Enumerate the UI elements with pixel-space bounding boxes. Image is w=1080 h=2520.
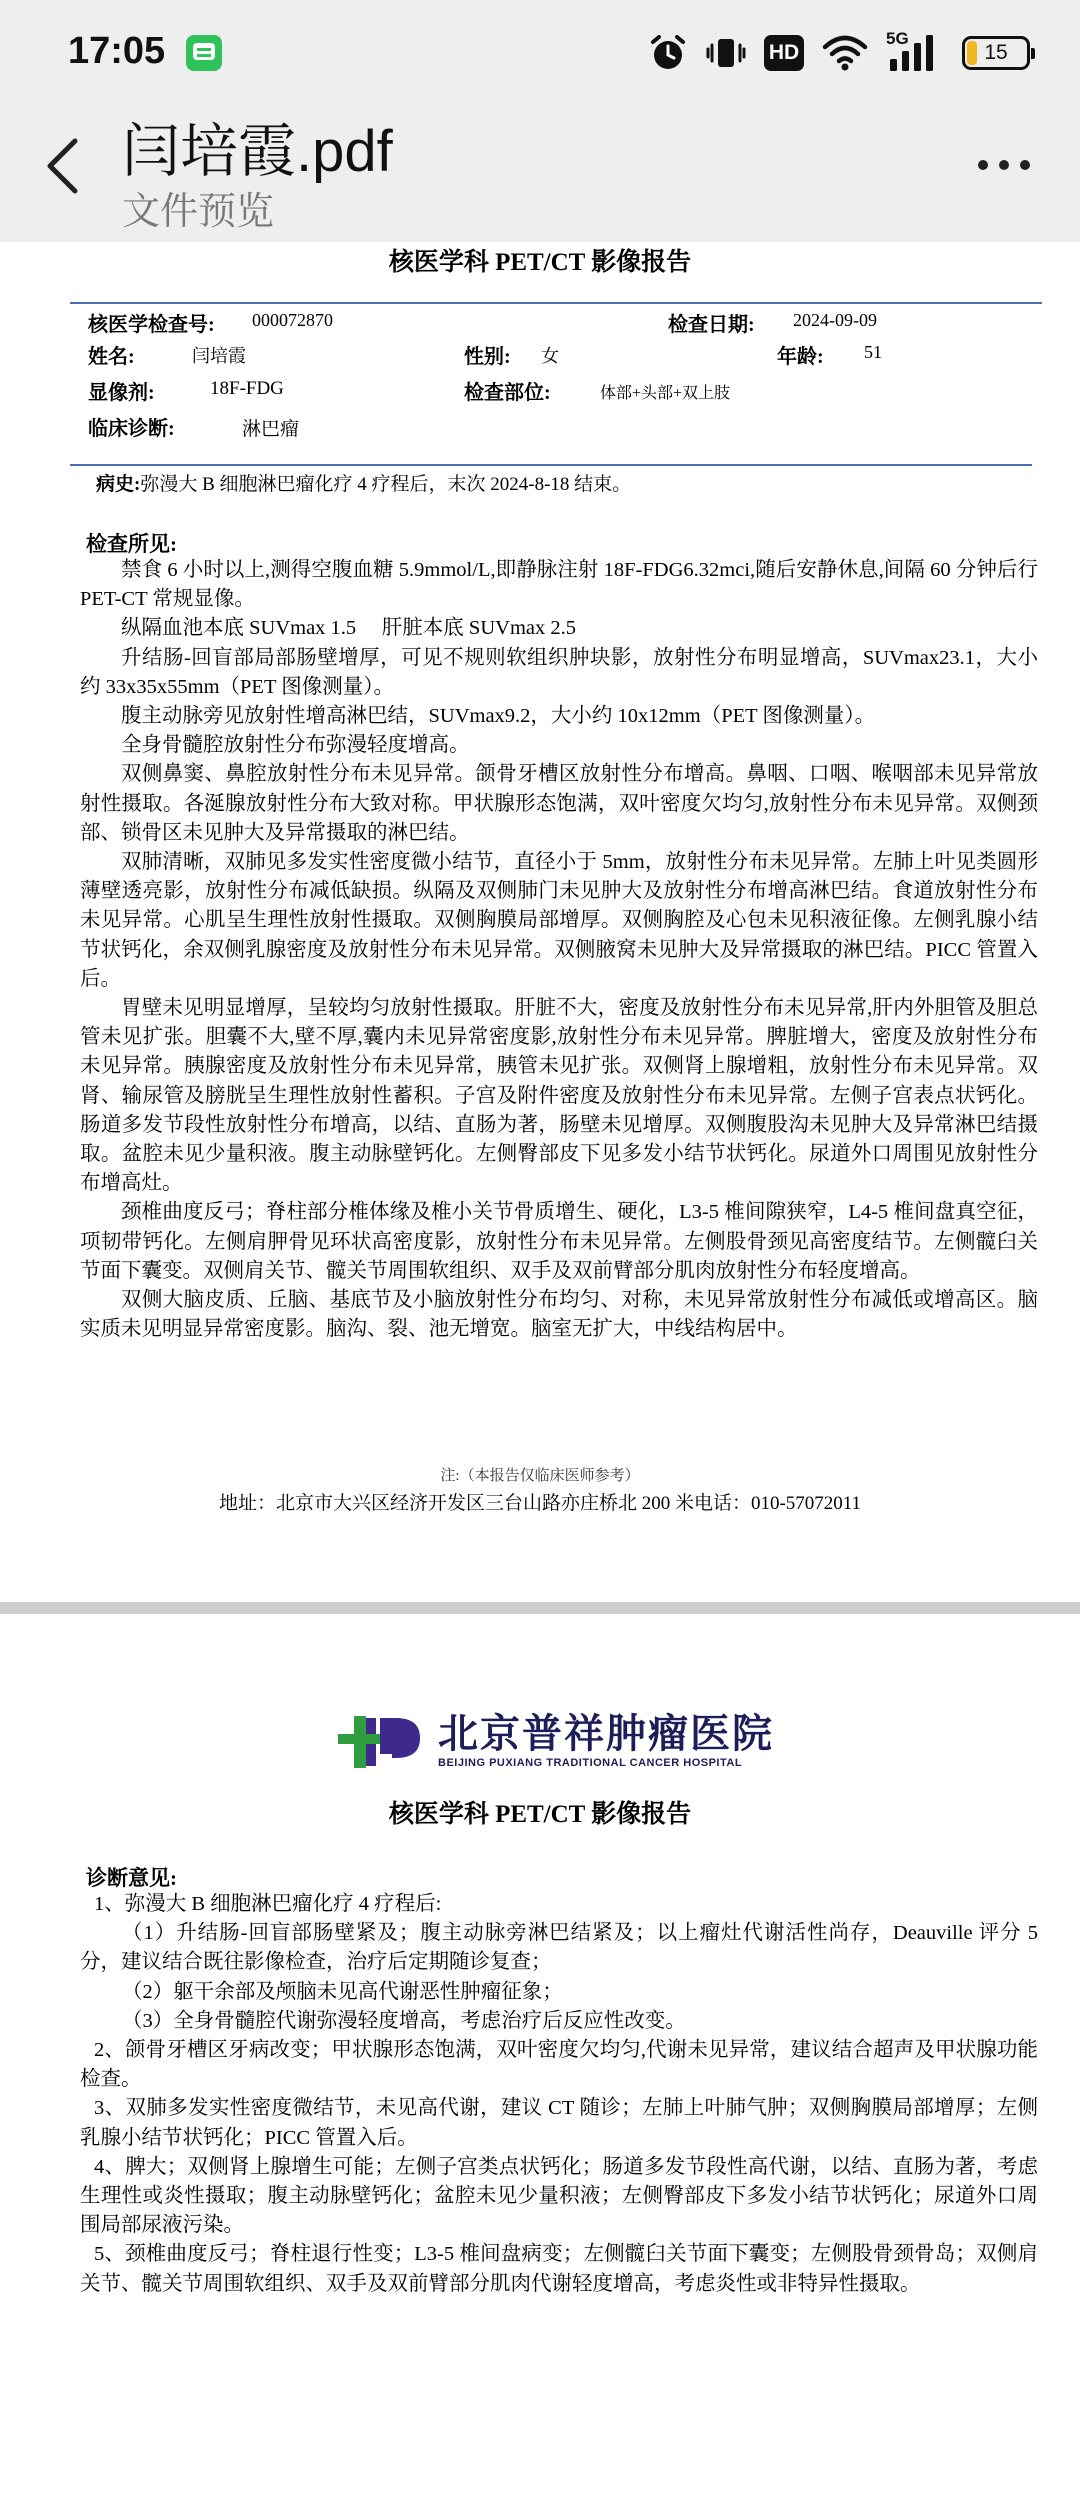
battery-level: 15 [984, 41, 1008, 64]
report-note: 注:（本报告仅临床医师参考） [440, 1468, 640, 1484]
alarm-icon [648, 33, 688, 73]
findings-paragraph: 双侧大脑皮质、丘脑、基底节及小脑放射性分布均匀、对称，未见异常放射性分布减低或增高区。脑实质未见明显异常密度影。脑沟、裂、池无增宽。脑室无扩大，中线结构居中。 [80, 1289, 1038, 1341]
pdf-page-2[interactable] [0, 1614, 1080, 2520]
findings-paragraph: 升结肠-回盲部局部肠壁增厚，可见不规则软组织肿块影，放射性分布明显增高，SUVmax23.1，大小约 33x35x55mm（PET 图像测量）。 [80, 646, 1038, 698]
opinion-item: 3、双肺多发实性密度微结节，未见高代谢，建议 CT 随诊；左肺上叶肺气肿；双侧胸膜局部增厚；左侧乳腺小结节状钙化；PICC 管置入后。 [80, 2097, 1038, 2149]
status-icons [648, 30, 1030, 76]
more-options-button[interactable] [978, 160, 1030, 170]
network-type: 5G [886, 29, 909, 48]
opinion-item: 5、颈椎曲度反弓；脊柱退行性变；L3-5 椎间盘病变；左侧髋臼关节面下囊变；左侧股骨颈骨岛；双侧肩关节、髋关节周围软组织、双手及双前臂部分肌肉代谢轻度增高，考虑炎性或非特异性摄取。 [80, 2243, 1038, 2295]
report-title: 核医学科 PET/CT 影像报告 [388, 249, 692, 276]
signal-icon [886, 29, 944, 73]
divider [70, 464, 1032, 466]
page-separator [0, 1602, 1080, 1614]
opinion-item: （1）升结肠-回盲部肠壁紧及；腹主动脉旁淋巴结紧及；以上瘤灶代谢活性尚存，Deauville 评分 5 分，建议结合既往影像检查，治疗后定期随诊复查； [80, 1922, 1038, 1974]
battery-icon [962, 36, 1030, 70]
name-label: 姓名: [88, 346, 135, 368]
findings-paragraph: 双侧鼻窦、鼻腔放射性分布未见异常。颌骨牙槽区放射性分布增高。鼻咽、口咽、喉咽部未见异常放射性摄取。各涎腺放射性分布大致对称。甲状腺形态饱满，双叶密度欠均匀,放射性分布未见异常。双侧颈部、锁骨区未见肿大及异常摄取的淋巴结。 [80, 763, 1038, 844]
diagnosis-label: 临床诊断: [88, 418, 175, 440]
opinion-item: （2）躯干余部及颅脑未见高代谢恶性肿瘤征象； [122, 1980, 563, 2003]
opinion-item: 4、脾大；双侧肾上腺增生可能；左侧子宫类点状钙化；肠道多发节段性高代谢，以结、直肠为著，考虑生理性或炎性摄取；腹主动脉壁钙化；盆腔未见少量积液；左侧臀部皮下多发小结节状钙化；尿道外口周围局部尿液污染。 [80, 2155, 1038, 2237]
clinical-diagnosis: 淋巴瘤 [242, 419, 300, 440]
site-label: 检查部位: [464, 382, 551, 404]
patient-age: 51 [864, 342, 882, 362]
pdf-page-1[interactable] [0, 242, 1080, 1602]
findings-paragraph: 双肺清晰，双肺见多发实性密度微小结节，直径小于 5mm，放射性分布未见异常。左肺上叶见类圆形薄壁透亮影，放射性分布减低缺损。纵隔及双侧肺门未见肿大及放射性分布增高淋巴结。食道放射性分布未见异常。心肌呈生理性放射性摄取。双侧胸膜局部增厚。双侧胸腔及心包未见积液征像。左侧乳腺小结节状钙化，余双侧乳腺密度及放射性分布未见异常。双侧腋窝未见肿大及异常摄取的淋巴结。PICC 管置入后。 [80, 851, 1038, 990]
hospital-address: 地址：北京市大兴区经济开发区三台山路亦庄桥北 200 米电话：010-57072011 [218, 1493, 862, 1514]
chevron-left-icon [45, 137, 79, 195]
hd-icon: HD [764, 35, 804, 71]
findings-paragraph: 全身骨髓腔放射性分布弥漫轻度增高。 [121, 734, 470, 757]
back-button[interactable] [36, 134, 88, 198]
sex-label: 性别: [464, 346, 511, 368]
more-dots-icon [978, 160, 988, 170]
status-time: 17:05 [68, 30, 166, 72]
hospital-logo-mark-icon [336, 1708, 424, 1772]
opinion-label: 诊断意见: [86, 1866, 177, 1890]
vibrate-icon [706, 33, 746, 73]
findings-label: 检查所见: [86, 532, 177, 556]
status-bar [0, 0, 1080, 105]
wifi-icon [822, 33, 868, 73]
hospital-name: 北京普祥肿瘤医院 [438, 1712, 774, 1756]
findings-text [80, 556, 1038, 1344]
hospital-logo [336, 1704, 774, 1776]
divider [70, 302, 1042, 304]
imaging-agent: 18F-FDG [210, 378, 284, 399]
history-text: 弥漫大 B 细胞淋巴瘤化疗 4 疗程后，末次 2024-8-18 结束。 [140, 474, 632, 495]
patient-sex: 女 [541, 346, 559, 366]
diagnosis-opinions [80, 1890, 1038, 2299]
findings-paragraph: 颈椎曲度反弓；脊柱部分椎体缘及椎小关节骨质增生、硬化，L3-5 椎间隙狭窄，L4-5 椎间盘真空征，项韧带钙化。左侧肩胛骨见环状高密度影，放射性分布未见异常。左侧股骨颈见高密度结节。左侧髋臼关节面下囊变。双侧肩关节、髋关节周围软组织、双手及双前臂部分肌肉放射性分布轻度增高。 [80, 1201, 1038, 1282]
app-header [0, 0, 1080, 242]
document-subtitle: 文件预览 [122, 191, 275, 233]
history-label: 病史: [96, 474, 141, 495]
findings-paragraph: 禁食 6 小时以上,测得空腹血糖 5.9mmol/L,即静脉注射 18F-FDG6.32mci,随后安静休息,间隔 60 分钟后行 PET-CT 常规显像。 [80, 559, 1038, 611]
opinion-item: （3）全身骨髓腔代谢弥漫轻度增高，考虑治疗后反应性改变。 [122, 2009, 686, 2032]
findings-paragraph: 腹主动脉旁见放射性增高淋巴结，SUVmax9.2，大小约 10x12mm（PET 图像测量）。 [121, 705, 876, 728]
findings-paragraph: 纵隔血池本底 SUVmax 1.5 肝脏本底 SUVmax 2.5 [121, 617, 576, 640]
wechat-icon [186, 35, 222, 71]
report-title: 核医学科 PET/CT 影像报告 [388, 1801, 692, 1828]
age-label: 年龄: [777, 346, 824, 368]
opinion-item: 2、颌骨牙槽区牙病改变；甲状腺形态饱满，双叶密度欠均匀,代谢未见异常，建议结合超声及甲状腺功能检查。 [80, 2039, 1038, 2091]
patient-name: 闫培霞 [192, 346, 246, 366]
exam-date: 2024-09-09 [793, 310, 877, 330]
exam-no-label: 核医学检查号: [88, 314, 215, 336]
hospital-name-en: BEIJING PUXIANG TRADITIONAL CANCER HOSPITAL [438, 1757, 743, 1769]
findings-paragraph: 胃壁未见明显增厚，呈较均匀放射性摄取。肝脏不大，密度及放射性分布未见异常,肝内外胆管及胆总管未见扩张。胆囊不大,壁不厚,囊内未见异常密度影,放射性分布未见异常。脾脏增大，密度及放射性分布未见异常。胰腺密度及放射性分布未见异常，胰管未见扩张。双侧肾上腺增粗，放射性分布未见异常。双肾、输尿管及膀胱呈生理性放射性蓄积。子宫及附件密度及放射性分布未见异常。左侧子宫表点状钙化。肠道多发节段性放射性分布增高，以结、直肠为著，肠壁未见增厚。双侧腹股沟未见肿大及异常淋巴结摄取。盆腔未见少量积液。腹主动脉壁钙化。左侧臀部皮下见多发小结节状钙化。尿道外口周围见放射性分布增高灶。 [80, 997, 1038, 1195]
agent-label: 显像剂: [88, 382, 155, 404]
exam-date-label: 检查日期: [668, 314, 755, 336]
exam-no: 000072870 [252, 310, 333, 330]
document-title: 闫培霞.pdf [122, 119, 393, 184]
history [96, 469, 631, 496]
exam-site: 体部+头部+双上肢 [600, 385, 731, 402]
opinion-item: 1、弥漫大 B 细胞淋巴瘤化疗 4 疗程后: [94, 1893, 442, 1915]
